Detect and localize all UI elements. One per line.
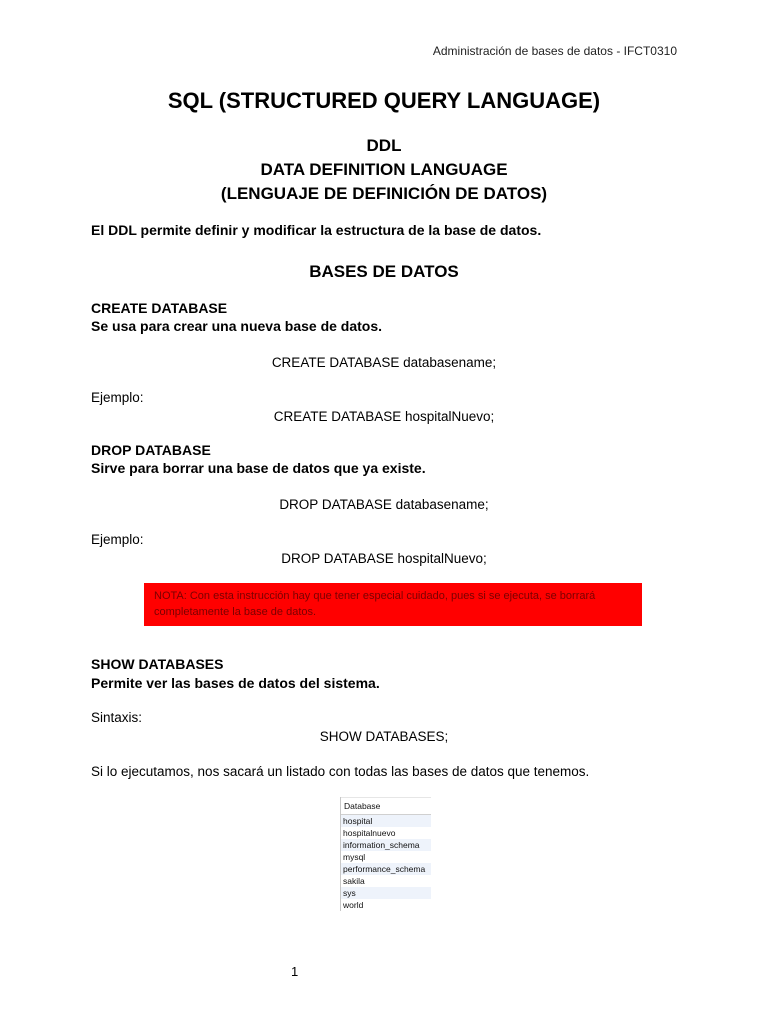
show-result-text: Si lo ejecutamos, nos sacará un listado con todas las bases de datos que tenemos. — [91, 764, 590, 779]
document-title: SQL (STRUCTURED QUERY LANGUAGE) — [167, 88, 601, 113]
show-heading: SHOW DATABASES — [91, 656, 224, 672]
create-description: Se usa para crear una nueva base de datos. — [91, 318, 383, 334]
show-syntax-label: Sintaxis: — [91, 710, 143, 725]
section-title: BASES DE DATOS — [309, 262, 459, 281]
table-row: hospital — [341, 815, 431, 827]
ddl-intro: El DDL permite definir y modificar la estructura de la base de datos. — [91, 222, 542, 238]
create-example: CREATE DATABASE hospitalNuevo; — [273, 409, 495, 424]
warning-note-line-2: completamente la base de datos. — [154, 606, 317, 618]
drop-example: DROP DATABASE hospitalNuevo; — [281, 551, 487, 566]
create-example-label: Ejemplo: — [91, 390, 144, 405]
create-heading: CREATE DATABASE — [91, 300, 228, 316]
drop-description: Sirve para borrar una base de datos que ya existe. — [91, 460, 426, 476]
table-row: hospitalnuevo — [341, 827, 431, 839]
table-column-header: Database — [341, 797, 431, 815]
create-syntax: CREATE DATABASE databasename; — [271, 355, 497, 370]
show-description: Permite ver las bases de datos del sistema. — [91, 675, 380, 691]
table-row: mysql — [341, 851, 431, 863]
ddl-name-spanish: (LENGUAJE DE DEFINICIÓN DE DATOS) — [220, 184, 548, 203]
drop-syntax: DROP DATABASE databasename; — [279, 497, 489, 512]
table-row: sakila — [341, 875, 431, 887]
ddl-abbreviation: DDL — [366, 136, 402, 155]
drop-heading: DROP DATABASE — [91, 442, 211, 458]
databases-result-table — [340, 797, 431, 911]
page-number: 1 — [291, 964, 299, 979]
table-row: sys — [341, 887, 431, 899]
ddl-name-english: DATA DEFINITION LANGUAGE — [260, 160, 508, 179]
drop-example-label: Ejemplo: — [91, 532, 144, 547]
table-row: information_schema — [341, 839, 431, 851]
table-row: world — [341, 899, 431, 911]
page-header: Administración de bases de datos - IFCT0310 — [432, 44, 677, 58]
warning-note — [144, 583, 642, 626]
table-row: performance_schema — [341, 863, 431, 875]
warning-note-line-1: NOTA: Con esta instrucción hay que tener especial cuidado, pues si se ejecuta, se borrará — [154, 590, 596, 602]
show-syntax: SHOW DATABASES; — [319, 729, 449, 744]
